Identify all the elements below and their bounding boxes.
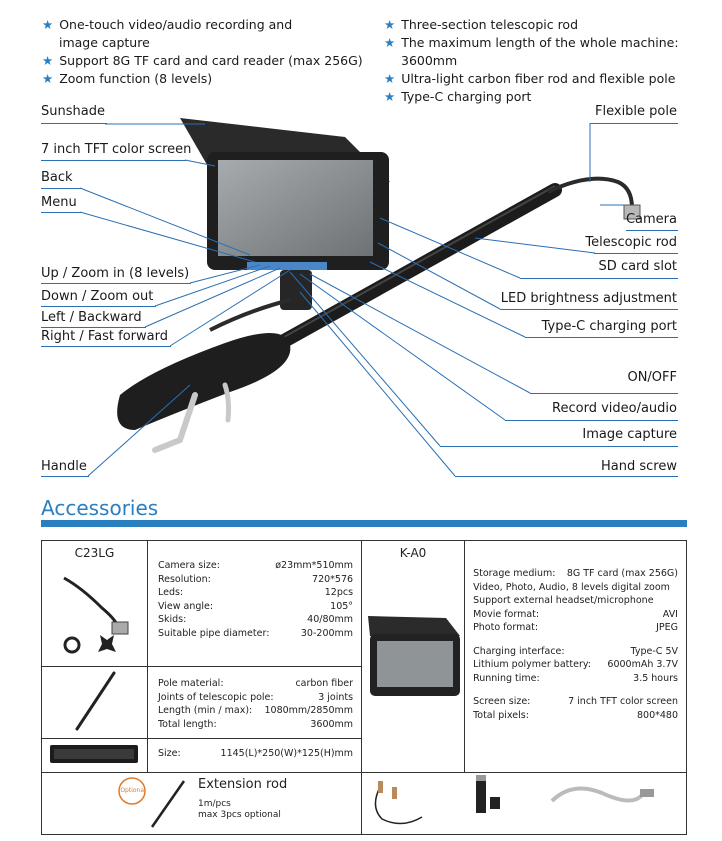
- spec-row: [473, 695, 678, 709]
- feature-text: Three-section telescopic rod: [401, 17, 579, 32]
- spec-row: [158, 677, 353, 691]
- label-up-zoom-in: Up / Zoom in (8 levels): [41, 266, 190, 281]
- spec-row: [158, 613, 353, 627]
- spec-key: Screen size:: [473, 696, 531, 707]
- ka0-name: K-A0: [399, 546, 427, 560]
- spec-key: Support external headset/microphone: [473, 595, 654, 606]
- label-typec-port: Type-C charging port: [541, 319, 677, 334]
- spec-value: Type-C 5V: [630, 645, 678, 657]
- feature-text: Support 8G TF card and card reader (max 256G): [59, 53, 363, 68]
- features-left: ★ One-touch video/audio recording and image capture ★ Support 8G TF card and card reader (max 256G) ★ Zoom function (8 levels): [42, 17, 363, 86]
- spec-row: [158, 573, 353, 587]
- spec-key: Resolution:: [157, 573, 211, 585]
- label-handle: Handle: [41, 459, 87, 474]
- label-screen: 7 inch TFT color screen: [41, 142, 192, 157]
- spec-key: Running time:: [473, 672, 540, 684]
- spec-key: View angle:: [157, 600, 214, 612]
- feature-text: One-touch video/audio recording and: [59, 17, 293, 32]
- carry-case-icon: [42, 739, 146, 769]
- label-on-off: ON/OFF: [627, 370, 677, 385]
- spec-key: Suitable pipe diameter:: [157, 627, 270, 639]
- spec-key: Total length:: [157, 718, 217, 730]
- label-menu: Menu: [41, 195, 77, 210]
- feature-text: 3600mm: [401, 53, 458, 68]
- extension-rod-title: Extension rod: [198, 777, 288, 792]
- feature-text: Ultra-light carbon fiber rod and flexible pole: [401, 71, 676, 86]
- spec-row: [473, 621, 678, 635]
- label-sunshade: Sunshade: [41, 104, 105, 119]
- spec-row: [158, 600, 353, 614]
- extension-rod-line2: max 3pcs optional: [198, 810, 281, 820]
- monitor-icon: [362, 560, 464, 760]
- label-image-capture: Image capture: [582, 427, 677, 442]
- spec-row: [158, 586, 353, 600]
- pole-icon: [42, 667, 146, 735]
- spec-key: Skids:: [157, 614, 187, 625]
- card-reader-icon: [476, 775, 500, 813]
- spec-key: Charging interface:: [473, 645, 565, 657]
- extension-rod-icon: [112, 777, 192, 829]
- spec-key: Size:: [157, 748, 181, 759]
- spec-row: [158, 718, 353, 732]
- accessories-icons: [362, 773, 682, 831]
- spec-value: 8G TF card (max 256G): [566, 568, 678, 579]
- spec-row: [473, 581, 678, 595]
- spec-key: Storage medium:: [473, 568, 556, 579]
- mount-shape: [280, 270, 312, 310]
- case-image-cell: [42, 739, 148, 773]
- spec-value: 30-200mm: [300, 627, 354, 639]
- label-hand-screw: Hand screw: [601, 459, 677, 474]
- spec-row: [158, 627, 353, 641]
- other-accessories-cell: [362, 773, 687, 835]
- spec-row: [473, 658, 678, 672]
- earphone-icon: [376, 781, 423, 824]
- spec-key: Video, Photo, Audio, 8 levels digital zoom: [473, 581, 670, 593]
- accessories-title: Accessories: [41, 496, 159, 520]
- spec-key: Length (min / max):: [157, 705, 253, 716]
- spec-row: [473, 645, 678, 659]
- ka0-image-cell: [362, 541, 465, 773]
- spec-value: AVI: [662, 608, 678, 620]
- extension-rod-line1: 1m/pcs: [198, 799, 231, 809]
- feature-text: Zoom function (8 levels): [59, 71, 213, 86]
- feature-text: Type-C charging port: [401, 89, 532, 104]
- spec-key: Total pixels:: [473, 709, 529, 721]
- spec-key: Pole material:: [157, 678, 224, 689]
- features-right: ★ Three-section telescopic rod ★ The maximum length of the whole machine: 3600mm ★ Ultra-light carbon fiber rod and flexible pole ★ Type-C charging port: [384, 17, 679, 104]
- spec-value: carbon fiber: [295, 678, 354, 689]
- c23lg-specs: [147, 541, 361, 667]
- spec-value: 40/80mm: [307, 614, 354, 625]
- label-left-backward: Left / Backward: [41, 310, 142, 325]
- label-telescopic-rod: Telescopic rod: [585, 235, 677, 250]
- accessories-divider: [41, 520, 687, 527]
- spec-value: 800*480: [636, 709, 678, 721]
- spec-row: [473, 608, 678, 622]
- c23lg-name: C23LG: [74, 546, 115, 560]
- spec-value: 720*576: [312, 573, 354, 585]
- spec-row: [473, 594, 678, 608]
- spec-value: 105°: [330, 600, 354, 612]
- label-flexible-pole: Flexible pole: [595, 104, 677, 119]
- spec-value: 1145(L)*250(W)*125(H)mm: [220, 748, 354, 759]
- spec-key: Photo format:: [473, 622, 539, 633]
- pole-image-cell: [42, 667, 148, 739]
- label-down-zoom-out: Down / Zoom out: [41, 289, 154, 304]
- spec-key: Movie format:: [473, 608, 540, 620]
- spec-value: 3600mm: [310, 718, 354, 730]
- label-camera: Camera: [625, 212, 677, 227]
- monitor-shape: [180, 118, 390, 270]
- spec-value: 3 joints: [318, 691, 354, 703]
- label-right-fast-forward: Right / Fast forward: [41, 329, 168, 344]
- label-back: Back: [41, 170, 73, 185]
- spec-key: Camera size:: [157, 560, 220, 571]
- spec-value: 6000mAh 3.7V: [607, 659, 678, 670]
- label-led-brightness: LED brightness adjustment: [500, 291, 677, 306]
- spec-row: [158, 691, 353, 705]
- spec-value: 12pcs: [324, 587, 354, 598]
- handle-shape: [117, 333, 290, 450]
- spec-key: Lithium polymer battery:: [473, 659, 591, 670]
- spec-value: 1080mm/2850mm: [264, 705, 354, 716]
- spec-row: [473, 567, 678, 581]
- ka0-specs: [465, 541, 687, 773]
- spec-row: [158, 704, 353, 718]
- pole-specs: [147, 667, 361, 739]
- spec-value: ø23mm*510mm: [275, 560, 354, 571]
- usb-cable-icon: [552, 789, 654, 802]
- case-specs: [147, 739, 361, 773]
- label-sd-card-slot: SD card slot: [598, 259, 677, 274]
- accessories-table: [41, 540, 687, 835]
- c23lg-image-cell: [42, 541, 148, 667]
- spec-row: [158, 559, 353, 573]
- camera-cable-icon: [42, 560, 146, 660]
- extension-rod-cell: [42, 773, 362, 835]
- spec-key: Leds:: [157, 587, 184, 598]
- spec-row: [473, 709, 678, 723]
- spec-value: 7 inch TFT color screen: [568, 696, 678, 707]
- spec-key: Joints of telescopic pole:: [157, 691, 274, 703]
- spec-row: [473, 672, 678, 686]
- optional-badge: Optional: [120, 787, 146, 794]
- spec-value: 3.5 hours: [633, 672, 678, 684]
- feature-text: image capture: [59, 35, 150, 50]
- label-record-video-audio: Record video/audio: [552, 401, 677, 416]
- spec-value: JPEG: [656, 622, 678, 633]
- feature-text: The maximum length of the whole machine:: [401, 35, 679, 50]
